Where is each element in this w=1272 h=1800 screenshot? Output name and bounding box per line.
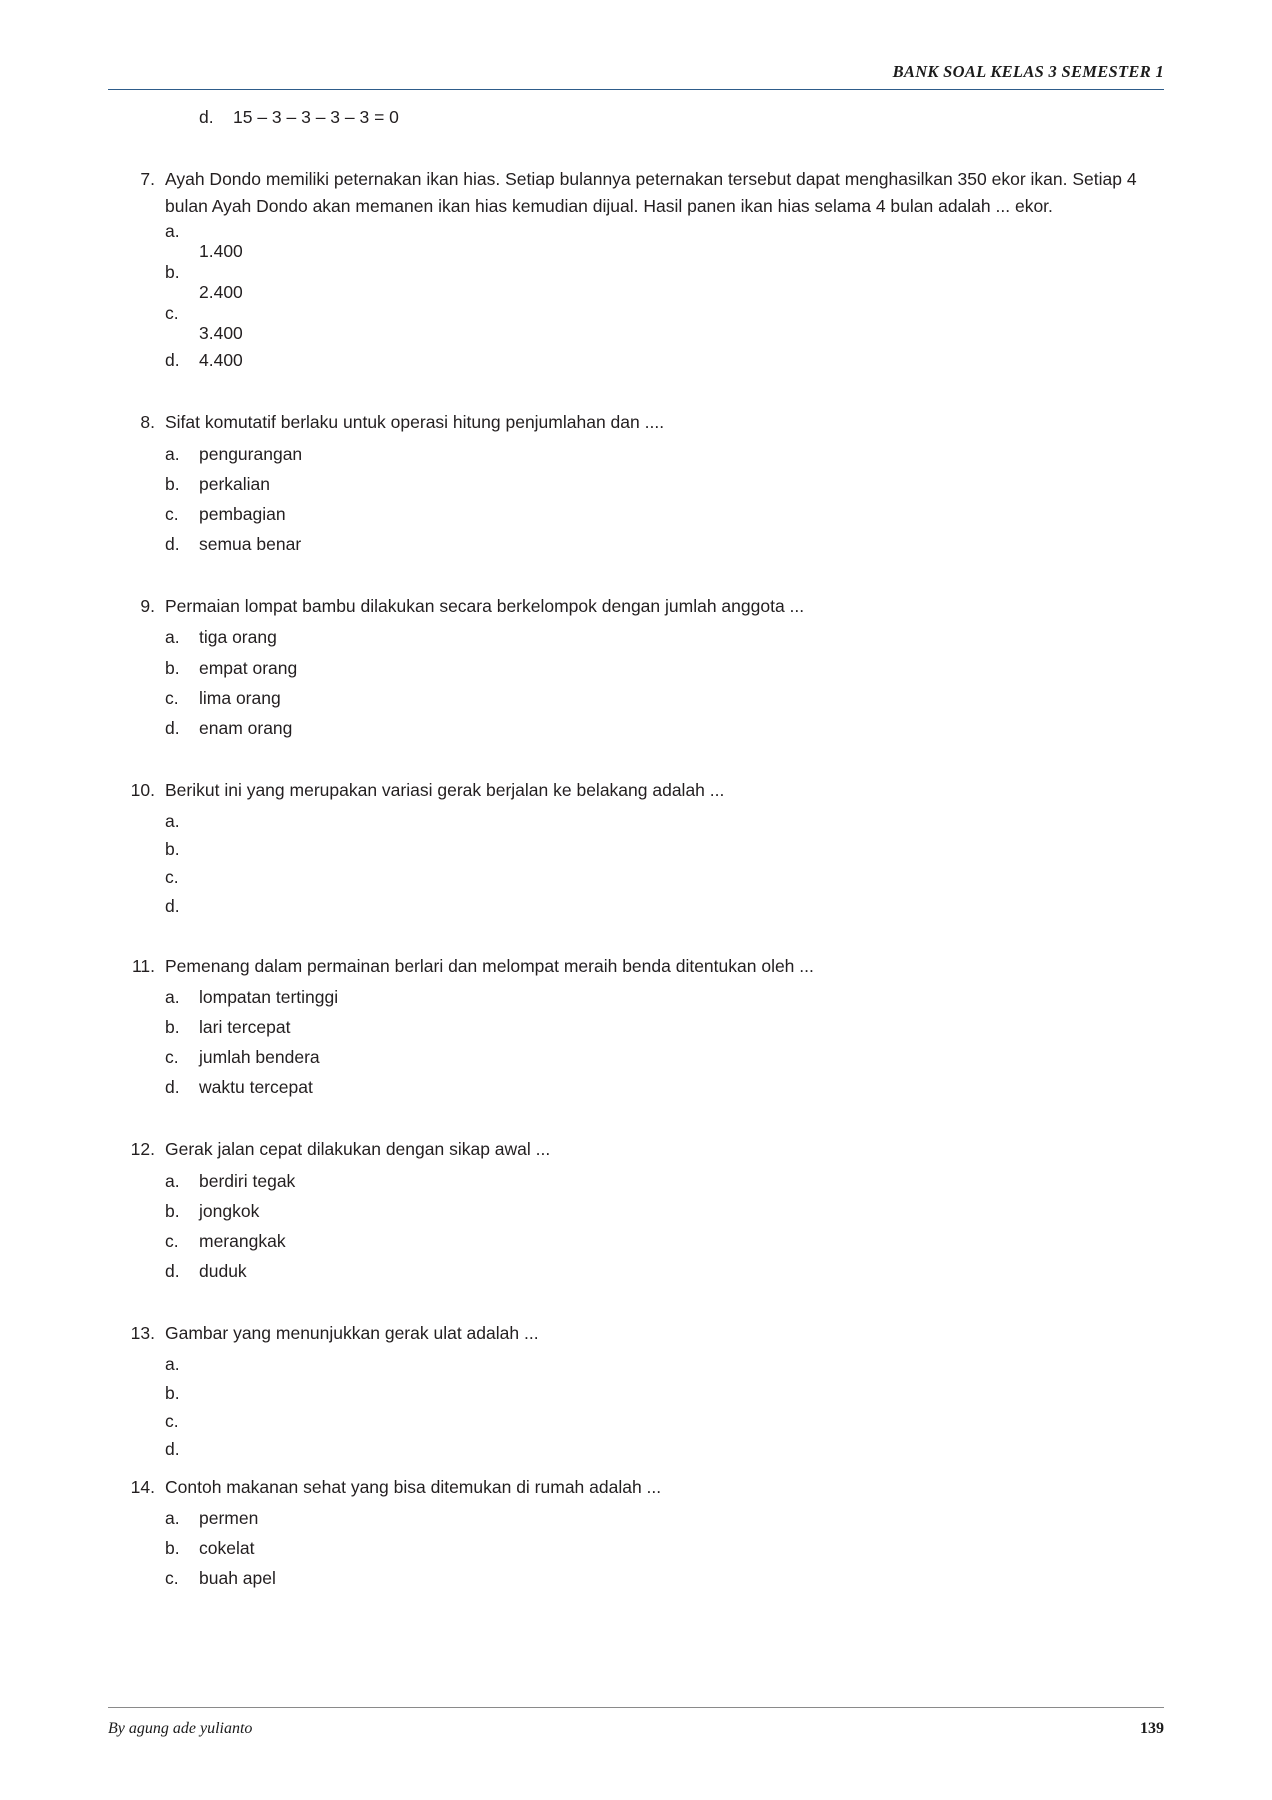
option-text: pengurangan [199,443,303,464]
option-row[interactable] [165,1074,1164,1101]
option-row[interactable] [165,262,1164,306]
option-text: 2.400 [199,282,243,302]
option-row[interactable] [165,1044,1164,1071]
option-list [165,441,1164,559]
option-letter: d. [165,534,180,554]
question-number: 7. [140,169,155,190]
option-letter: c. [165,687,179,708]
option-row[interactable] [165,441,1164,468]
option-list [165,220,1164,375]
question-item [108,166,1164,377]
option-letter: c. [165,303,179,324]
option-row[interactable] [165,1258,1164,1285]
option-letter: a. [165,1508,180,1529]
option-text: pembagian [199,503,286,524]
option-letter: b. [165,839,180,860]
option-text: buah apel [199,1568,276,1589]
option-letter: a. [165,811,180,832]
option-row[interactable] [165,1228,1164,1255]
option-text: perkalian [199,473,271,494]
question-item [108,953,1164,1105]
option-row[interactable] [165,531,1164,558]
option-list [165,808,1164,920]
option-row[interactable] [165,1436,1164,1463]
page-footer [108,1707,1164,1738]
question-text: Contoh makanan sehat yang bisa ditemukan di rumah adalah ... [165,1476,662,1497]
option-list [165,1168,1164,1286]
option-row[interactable] [165,1014,1164,1041]
question-number: 14. [130,1476,155,1497]
page-content [108,105,1164,1602]
option-text: tiga orang [199,627,277,648]
spacer [108,927,1164,953]
option-list [165,624,1164,742]
question-item [108,1474,1164,1596]
option-letter: b. [165,1382,180,1403]
header-divider [108,89,1164,90]
option-letter: c. [165,1230,179,1251]
spacer [108,567,1164,593]
option-row[interactable] [165,220,1164,265]
option-letter: b. [165,1017,180,1037]
spacer [108,1110,1164,1136]
option-letter: c. [165,1410,179,1431]
spacer [108,1294,1164,1320]
option-letter: c. [165,867,179,888]
option-letter: d. [165,717,180,738]
question-number: 11. [131,955,155,976]
option-letter: b. [165,473,180,494]
option-row[interactable] [165,1351,1164,1378]
option-row[interactable] [165,347,1164,374]
option-text: 4.400 [199,350,243,371]
question-text: Berikut ini yang merupakan variasi gerak berjalan ke belakang adalah ... [165,779,725,800]
option-letter: b. [165,262,180,282]
option-row[interactable] [165,1198,1164,1225]
option-letter: c. [165,503,179,524]
option-text: merangkak [199,1230,286,1251]
option-row[interactable] [165,1535,1164,1562]
option-text: empat orang [199,657,298,678]
question-number: 10. [130,779,155,800]
question-item [108,409,1164,561]
option-list [165,984,1164,1102]
option-text: 15 – 3 – 3 – 3 – 3 = 0 [233,107,399,127]
option-letter: d. [165,1261,180,1281]
option-text: waktu tercepat [199,1077,313,1098]
option-letter: d. [165,1438,180,1459]
option-row[interactable] [165,864,1164,891]
question-item [108,1320,1164,1464]
option-text: lompatan tertinggi [199,986,339,1007]
option-row[interactable] [165,471,1164,498]
question-item [108,593,1164,745]
option-text: jongkok [199,1200,260,1221]
footer-page-number: 139 [1140,1720,1164,1737]
question-text: Pemenang dalam permainan berlari dan melompat meraih benda ditentukan oleh ... [165,955,814,976]
spacer [108,751,1164,777]
option-text: enam orang [199,717,293,738]
option-row[interactable] [165,501,1164,528]
option-row[interactable] [165,836,1164,863]
option-letter: b. [165,1538,180,1559]
option-row[interactable] [165,893,1164,920]
option-text: duduk [199,1261,247,1281]
option-row[interactable] [165,984,1164,1011]
option-letter: d. [199,107,214,127]
option-letter: d. [165,895,180,916]
spacer [108,383,1164,409]
option-row[interactable] [165,1565,1164,1592]
question-text: Gambar yang menunjukkan gerak ulat adalah ... [165,1323,539,1344]
question-text: Permaian lompat bambu dilakukan secara berkelompok dengan jumlah anggota ... [165,596,805,617]
question-number: 12. [130,1139,155,1160]
option-letter: d. [165,350,180,371]
option-letter: a. [165,220,180,241]
option-list [165,1505,1164,1592]
option-text: 3.400 [199,323,243,344]
option-letter: c. [165,1047,179,1068]
option-row[interactable] [165,1408,1164,1435]
option-letter: d. [165,1077,180,1098]
option-letter: a. [165,986,180,1007]
option-letter: a. [165,443,180,464]
question-item [108,1136,1164,1288]
footer-divider [108,1707,1164,1708]
page-header [108,62,1164,90]
option-row[interactable] [165,685,1164,712]
option-letter: a. [165,627,180,648]
question-item [108,777,1164,921]
question-text: Sifat komutatif berlaku untuk operasi hitung penjumlahan dan .... [165,412,665,433]
option-row[interactable] [165,1168,1164,1195]
option-row[interactable] [165,715,1164,742]
option-letter: b. [165,1200,180,1221]
option-text: lari tercepat [199,1017,291,1037]
option-row[interactable] [165,1380,1164,1407]
question-number: 9. [140,596,155,617]
option-text: lima orang [199,687,281,708]
option-letter: b. [165,657,180,678]
option-row[interactable] [165,655,1164,682]
continued-option-row [108,105,1164,130]
option-text: berdiri tegak [199,1170,296,1191]
footer-author: By agung ade yulianto [108,1720,253,1737]
option-letter: a. [165,1354,180,1375]
option-list [165,1351,1164,1463]
question-number: 8. [140,412,155,433]
option-row[interactable] [165,303,1164,347]
header-title: BANK SOAL KELAS 3 SEMESTER 1 [892,62,1164,81]
question-number: 13. [130,1323,155,1344]
option-text: semua benar [199,534,302,554]
option-text: 1.400 [199,240,243,261]
option-row[interactable] [165,624,1164,651]
question-text: Gerak jalan cepat dilakukan dengan sikap awal ... [165,1139,551,1160]
question-text: Ayah Dondo memiliki peternakan ikan hias. Setiap bulannya peternakan tersebut dapat menghasilkan 350 ekor ikan. Setiap 4 bulan Ayah Dondo akan memanen ikan hias kemudian dijual. Hasil panen ikan hias selama 4 bulan adalah ... ekor. [165,169,1137,216]
option-row[interactable] [165,808,1164,835]
option-letter: c. [165,1568,179,1589]
option-letter: a. [165,1170,180,1191]
option-text: jumlah bendera [199,1047,320,1068]
option-text: cokelat [199,1538,255,1559]
option-text: permen [199,1508,259,1529]
option-row[interactable] [165,1505,1164,1532]
